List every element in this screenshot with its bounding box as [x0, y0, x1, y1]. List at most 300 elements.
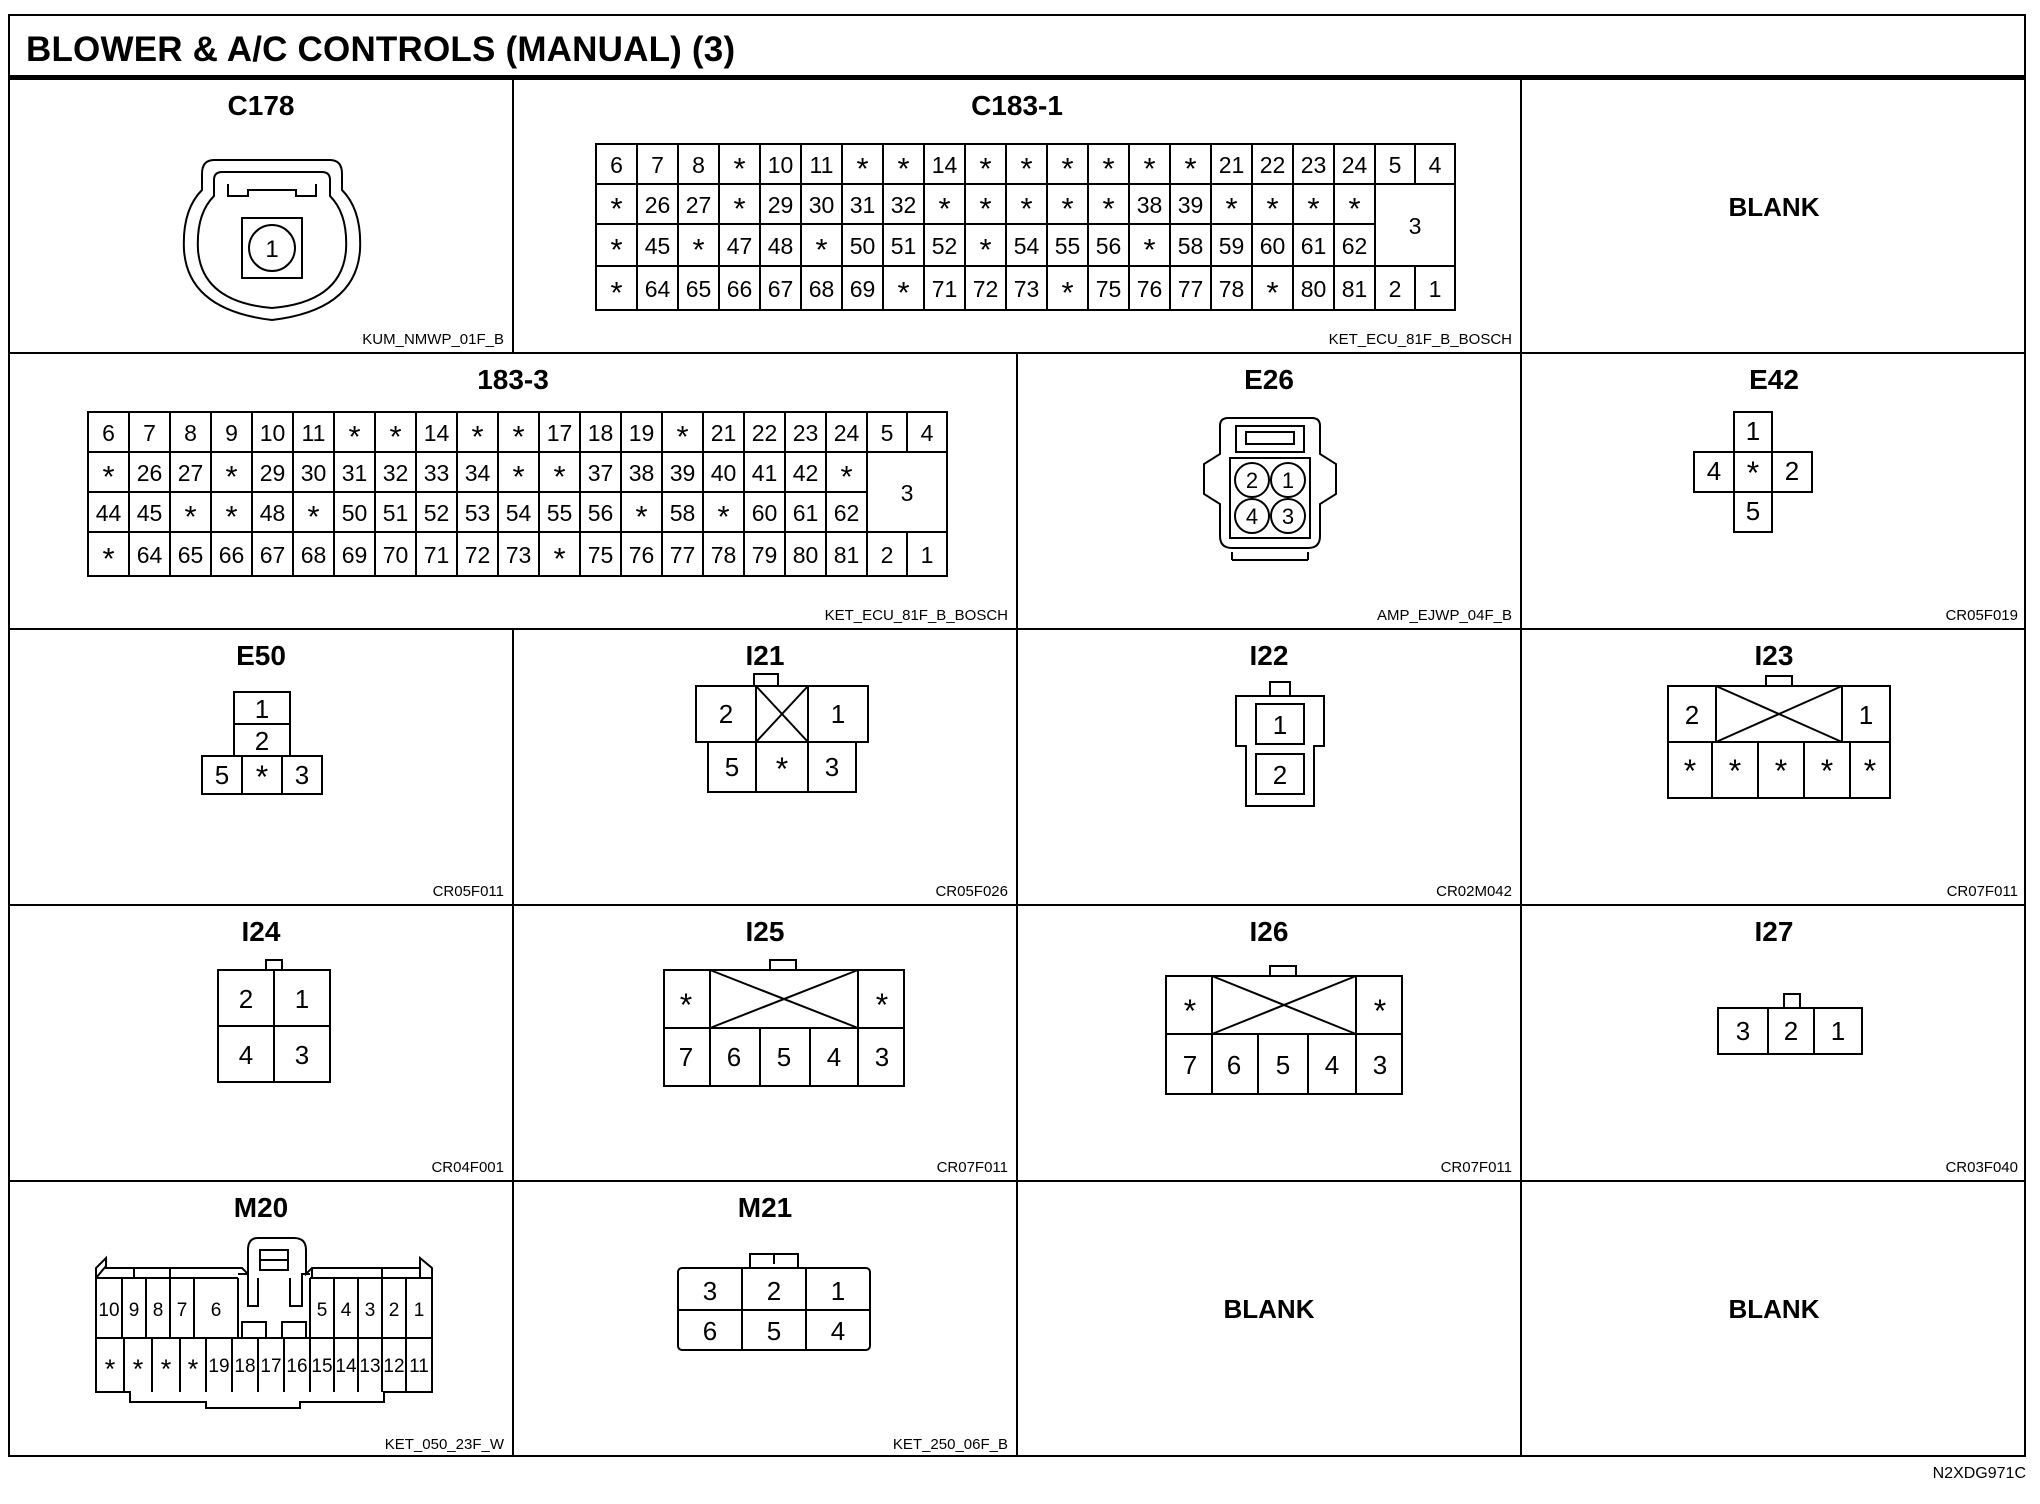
pin-label: * [1143, 151, 1156, 186]
pin-label: * [1307, 191, 1320, 226]
pin-label: 22 [1259, 152, 1286, 178]
pin-label: 17 [546, 420, 573, 446]
pin-label: * [512, 419, 525, 454]
connector-code: CR07F011 [1440, 1159, 1512, 1176]
pin-label: 1 [1428, 276, 1442, 302]
pin-label: 45 [136, 500, 163, 526]
pin-label: * [553, 541, 566, 576]
pin-label: 56 [1095, 233, 1122, 259]
pin-label: * [348, 419, 361, 454]
pin-label: * [307, 499, 320, 534]
connector-name: E50 [236, 640, 286, 671]
pin-label: * [733, 151, 746, 186]
pin-label: 68 [300, 542, 327, 568]
pin-label: 3 [824, 752, 840, 782]
pin-label: 11 [409, 1356, 429, 1377]
pin-label: * [1183, 993, 1197, 1029]
pin-label: * [1820, 753, 1834, 789]
pin-label: 10 [767, 152, 794, 178]
pin-label: 73 [1013, 276, 1040, 302]
pin-label: 3 [294, 760, 310, 790]
pin-label: 15 [311, 1356, 333, 1377]
pin-label: * [679, 987, 693, 1023]
pin-label: 4 [1428, 152, 1442, 178]
pin-label: 6 [726, 1042, 742, 1072]
pin-label: 17 [260, 1356, 282, 1377]
pin-label: 81 [833, 542, 860, 568]
pin-label: 4 [1706, 456, 1722, 486]
pin-label: 69 [341, 542, 368, 568]
pin-label: * [1746, 455, 1760, 491]
pin-label: 6 [1226, 1050, 1242, 1080]
connector-c178-drawing [10, 80, 514, 354]
pin-label: * [979, 232, 992, 267]
pin-label: 4 [238, 1040, 254, 1070]
pin-label: 13 [359, 1356, 381, 1377]
pin-label: 16 [286, 1356, 308, 1377]
pin-label: 76 [1136, 276, 1163, 302]
pin-label: 19 [208, 1356, 230, 1377]
pin-label: 26 [136, 460, 163, 486]
pin-label: 62 [833, 500, 860, 526]
connector-name: 183-3 [477, 364, 549, 395]
pin-label: * [553, 459, 566, 494]
blank-cell-2 [1018, 1182, 1522, 1457]
connector-i23-drawing [1522, 630, 2026, 906]
pin-label: 31 [341, 460, 368, 486]
pin-label: 7 [176, 1300, 188, 1321]
pin-label: 1 [1830, 1016, 1846, 1046]
pin-label: 4 [1245, 504, 1259, 529]
pin-label: 5 [1388, 152, 1402, 178]
connector-name: I27 [1754, 916, 1794, 947]
pin-label: * [102, 459, 115, 494]
pin-label: 6 [610, 152, 623, 178]
pin-label: 6 [102, 420, 115, 446]
connector-code: KET_050_23F_W [384, 1436, 504, 1453]
pin-label: 41 [751, 460, 778, 486]
pin-label: 18 [587, 420, 614, 446]
pin-label: * [102, 541, 115, 576]
pin-label: 2 [718, 699, 734, 729]
connector-code: KET_ECU_81F_B_BOSCH [824, 607, 1008, 624]
pin-label: 32 [890, 192, 917, 218]
pin-label: 2 [1272, 760, 1288, 790]
pin-label: 56 [587, 500, 614, 526]
connector-code: CR07F011 [1946, 883, 2018, 900]
connector-m21-drawing [514, 1182, 1018, 1457]
pin-label: 51 [382, 500, 409, 526]
pin-label: * [875, 987, 889, 1023]
connector-i25-drawing [514, 906, 1018, 1182]
pin-label: 5 [316, 1300, 328, 1321]
pin-label: 5 [724, 752, 740, 782]
pin-label: 8 [692, 152, 705, 178]
pin-label: 1 [920, 542, 934, 568]
pin-label: 1 [265, 236, 279, 263]
pin-label: 33 [423, 460, 450, 486]
connector-code: KET_250_06F_B [892, 1436, 1008, 1453]
pin-label: 59 [1218, 233, 1245, 259]
pin-label: 60 [1259, 233, 1286, 259]
blank-cell-1 [1522, 80, 2026, 354]
connector-code: CR05F019 [1945, 607, 2018, 624]
pin-label: * [389, 419, 402, 454]
pin-label: 47 [726, 233, 753, 259]
connector-i22-drawing [1018, 630, 1522, 906]
pin-label: 26 [644, 192, 671, 218]
pin-label: * [104, 1354, 116, 1384]
pin-label: 2 [254, 726, 270, 756]
pin-label: * [815, 232, 828, 267]
pin-label: * [840, 459, 853, 494]
connector-cell-c183-1 [514, 80, 1522, 354]
pin-label: 2 [1784, 456, 1800, 486]
connector-name: I21 [745, 640, 785, 671]
pin-label: 66 [726, 276, 753, 302]
pin-label: * [184, 499, 197, 534]
page-title: BLOWER & A/C CONTROLS (MANUAL) (3) [26, 30, 736, 69]
connector-name: I26 [1249, 916, 1289, 947]
connector-name: I23 [1754, 640, 1794, 671]
connector-c183-1-drawing [514, 80, 1522, 354]
connector-cell-183-3 [10, 354, 1018, 630]
pin-label: * [1373, 993, 1387, 1029]
pin-label: 4 [1324, 1050, 1340, 1080]
pin-label: 65 [685, 276, 712, 302]
pin-label: 3 [874, 1042, 890, 1072]
connector-cell-i24 [10, 906, 514, 1182]
pin-label: * [1225, 191, 1238, 226]
pin-label: * [1348, 191, 1361, 226]
pin-label: 62 [1341, 233, 1368, 259]
pin-label: 58 [669, 500, 696, 526]
pin-label: 5 [766, 1316, 782, 1346]
pin-label: * [187, 1354, 199, 1384]
pin-label: 23 [792, 420, 819, 446]
pin-label: 7 [678, 1042, 694, 1072]
pin-label: 2 [1388, 276, 1402, 302]
pin-label: 68 [808, 276, 835, 302]
pin-label: * [512, 459, 525, 494]
connector-i27-drawing [1522, 906, 2026, 1182]
pin-label: 2 [766, 1276, 782, 1306]
pin-label: 55 [1054, 233, 1081, 259]
connector-cell-e26 [1018, 354, 1522, 630]
connector-name: E42 [1749, 364, 1799, 395]
pin-label: * [979, 151, 992, 186]
connector-cell-c178 [10, 80, 514, 354]
pin-label: 39 [669, 460, 696, 486]
pin-label: 2 [388, 1300, 400, 1321]
pin-label: * [1683, 753, 1697, 789]
pin-label: 38 [628, 460, 655, 486]
pin-label: 72 [972, 276, 999, 302]
connector-code: CR05F011 [432, 883, 504, 900]
connector-grid [10, 80, 2026, 1457]
pin-label: 2 [238, 984, 254, 1014]
pin-label: 4 [830, 1316, 846, 1346]
pin-label: 21 [710, 420, 737, 446]
pin-label: 30 [808, 192, 835, 218]
pin-label: 31 [849, 192, 876, 218]
pin-label: 11 [809, 152, 834, 178]
connector-cell-e42 [1522, 354, 2026, 630]
pin-label: * [635, 499, 648, 534]
pin-label: 22 [751, 420, 778, 446]
pin-label: 78 [710, 542, 737, 568]
pin-label: * [610, 232, 623, 267]
pin-label: 44 [95, 500, 122, 526]
connector-cell-e50 [10, 630, 514, 906]
pin-label: 3 [364, 1300, 376, 1321]
pin-label: 45 [644, 233, 671, 259]
connector-i24-drawing [10, 906, 514, 1182]
pin-label: 14 [335, 1356, 357, 1377]
pin-label: 71 [931, 276, 958, 302]
pin-label: * [717, 499, 730, 534]
pin-label: 77 [669, 542, 696, 568]
pin-label: 75 [1095, 276, 1122, 302]
blank-label: BLANK [1728, 1294, 1820, 1324]
connector-name: I22 [1249, 640, 1289, 671]
pin-label: * [1061, 151, 1074, 186]
pin-label: 30 [300, 460, 327, 486]
connector-code: CR05F026 [935, 883, 1008, 900]
pin-label: 50 [849, 233, 876, 259]
pin-label: * [897, 275, 910, 310]
pin-label: * [1102, 191, 1115, 226]
pin-label: * [1266, 191, 1279, 226]
pin-label: 14 [423, 420, 450, 446]
pin-label: 64 [136, 542, 163, 568]
pin-label: 60 [751, 500, 778, 526]
pin-label: * [733, 191, 746, 226]
pin-label: 54 [1013, 233, 1040, 259]
pin-label: 5 [880, 420, 894, 446]
pin-label: * [938, 191, 951, 226]
pin-label: 52 [423, 500, 450, 526]
connector-cell-i22 [1018, 630, 1522, 906]
pin-label: 71 [423, 542, 450, 568]
blank-cell-3 [1522, 1182, 2026, 1457]
pin-label: 52 [931, 233, 958, 259]
pin-label: 2 [1684, 700, 1700, 730]
pin-label: * [1143, 232, 1156, 267]
pin-label: 73 [505, 542, 532, 568]
connector-i26-drawing [1018, 906, 1522, 1182]
connector-cell-m21 [514, 1182, 1018, 1457]
pin-label: 1 [830, 699, 846, 729]
pin-label: 54 [505, 500, 532, 526]
pin-label: * [1863, 753, 1877, 789]
pin-label: 1 [254, 694, 270, 724]
pin-label: 9 [225, 420, 238, 446]
pin-label: 70 [382, 542, 409, 568]
pin-label: 29 [259, 460, 286, 486]
pin-label: 23 [1300, 152, 1327, 178]
pin-label: 1 [1281, 468, 1295, 493]
pin-label: 8 [184, 420, 197, 446]
pin-label: 4 [826, 1042, 842, 1072]
pin-label: 80 [792, 542, 819, 568]
pin-label: 55 [546, 500, 573, 526]
connector-name: I25 [745, 916, 785, 947]
pin-label: * [610, 191, 623, 226]
pin-label: 39 [1177, 192, 1204, 218]
pin-label: 64 [644, 276, 671, 302]
blank-label: BLANK [1223, 1294, 1315, 1324]
connector-code: CR04F001 [431, 1159, 504, 1176]
pin-label: * [1061, 275, 1074, 310]
connector-cell-i23 [1522, 630, 2026, 906]
pin-label: 12 [383, 1356, 405, 1377]
connector-e42-drawing [1522, 354, 2026, 630]
connector-code: CR02M042 [1436, 883, 1512, 900]
pin-label: * [1102, 151, 1115, 186]
pin-label: 5 [1275, 1050, 1291, 1080]
pin-label: * [1266, 275, 1279, 310]
pin-label: 18 [234, 1356, 256, 1377]
title-bar [10, 16, 2024, 80]
pin-label: 21 [1218, 152, 1245, 178]
pin-label: 77 [1177, 276, 1204, 302]
connector-e50-drawing [10, 630, 514, 906]
pin-label: * [692, 232, 705, 267]
pin-label: * [471, 419, 484, 454]
pin-label: * [1774, 753, 1788, 789]
figure-code: N2XDG971C [1932, 1465, 2026, 1482]
pin-label: 1 [830, 1276, 846, 1306]
pin-label: 53 [464, 500, 491, 526]
pin-label: * [132, 1354, 144, 1384]
connector-name: C178 [227, 90, 295, 121]
pin-label: 1 [1745, 416, 1761, 446]
pin-label: 69 [849, 276, 876, 302]
connector-code: KUM_NMWP_01F_B [362, 331, 504, 348]
pin-label: 2 [1245, 468, 1259, 493]
pin-label: 38 [1136, 192, 1163, 218]
connector-m20-drawing [10, 1182, 514, 1457]
connector-e26-drawing [1018, 354, 1522, 630]
pin-label: 32 [382, 460, 409, 486]
pin-label: 58 [1177, 233, 1204, 259]
pin-label: 61 [1300, 233, 1327, 259]
pin-label: 72 [464, 542, 491, 568]
connector-183-3-drawing [10, 354, 1018, 630]
pin-label: * [1184, 151, 1197, 186]
pin-label: 3 [900, 480, 914, 506]
pin-label: * [255, 759, 269, 795]
pin-label: 11 [301, 420, 326, 446]
pin-label: 5 [214, 760, 230, 790]
pin-label: 61 [792, 500, 819, 526]
pin-label: 6 [702, 1316, 718, 1346]
pin-label: 65 [177, 542, 204, 568]
pin-label: * [225, 499, 238, 534]
pin-label: * [676, 419, 689, 454]
pin-label: 3 [1735, 1016, 1751, 1046]
pin-label: * [1061, 191, 1074, 226]
pin-label: 7 [143, 420, 156, 446]
pin-label: 66 [218, 542, 245, 568]
pin-label: 79 [751, 542, 778, 568]
connector-cell-i26 [1018, 906, 1522, 1182]
pin-label: * [1020, 191, 1033, 226]
pin-label: 27 [177, 460, 204, 486]
pin-label: 27 [685, 192, 712, 218]
pin-label: 78 [1218, 276, 1245, 302]
pin-label: 6 [210, 1300, 222, 1321]
connector-name: M21 [737, 1192, 793, 1223]
pin-label: 2 [1783, 1016, 1799, 1046]
pin-label: 48 [767, 233, 794, 259]
pin-label: * [225, 459, 238, 494]
pin-label: * [610, 275, 623, 310]
pin-label: 10 [259, 420, 286, 446]
pin-label: 1 [413, 1300, 425, 1321]
connector-name: M20 [233, 1192, 289, 1223]
pin-label: 3 [1408, 213, 1422, 239]
pin-label: 9 [128, 1300, 140, 1321]
pin-label: 42 [792, 460, 819, 486]
connector-cell-i25 [514, 906, 1018, 1182]
pin-label: 4 [920, 420, 934, 446]
pin-label: 1 [294, 984, 310, 1014]
connector-name: E26 [1244, 364, 1294, 395]
pin-label: 3 [702, 1276, 718, 1306]
pin-label: 40 [710, 460, 737, 486]
pin-label: * [979, 191, 992, 226]
pin-label: 24 [1341, 152, 1368, 178]
pin-label: 5 [1745, 496, 1761, 526]
pin-label: 14 [931, 152, 958, 178]
pin-label: * [775, 751, 789, 787]
pin-label: * [1728, 753, 1742, 789]
pin-label: 81 [1341, 276, 1368, 302]
pin-label: * [897, 151, 910, 186]
connector-code: AMP_EJWP_04F_B [1376, 607, 1512, 624]
connector-cell-m20 [10, 1182, 514, 1457]
pin-label: 3 [1281, 504, 1295, 529]
pin-label: 3 [1372, 1050, 1388, 1080]
pin-label: * [160, 1354, 172, 1384]
blank-label: BLANK [1728, 192, 1820, 222]
connector-cell-i27 [1522, 906, 2026, 1182]
pin-label: 1 [1272, 710, 1288, 740]
connector-cell-i21 [514, 630, 1018, 906]
pin-label: 51 [890, 233, 917, 259]
pin-label: 80 [1300, 276, 1327, 302]
pin-label: * [856, 151, 869, 186]
pin-label: 67 [259, 542, 286, 568]
pin-label: 34 [464, 460, 491, 486]
pin-label: 76 [628, 542, 655, 568]
connector-name: C183-1 [971, 90, 1063, 121]
pin-label: 8 [152, 1300, 164, 1321]
pin-label: 5 [776, 1042, 792, 1072]
pin-label: 29 [767, 192, 794, 218]
pin-label: 50 [341, 500, 368, 526]
pin-label: 67 [767, 276, 794, 302]
connector-name: I24 [241, 916, 281, 947]
pin-label: 7 [651, 152, 664, 178]
connector-i21-drawing [514, 630, 1018, 906]
connector-code: KET_ECU_81F_B_BOSCH [1328, 331, 1512, 348]
pin-label: 37 [587, 460, 614, 486]
pin-label: 3 [294, 1040, 310, 1070]
pin-label: 4 [340, 1300, 352, 1321]
